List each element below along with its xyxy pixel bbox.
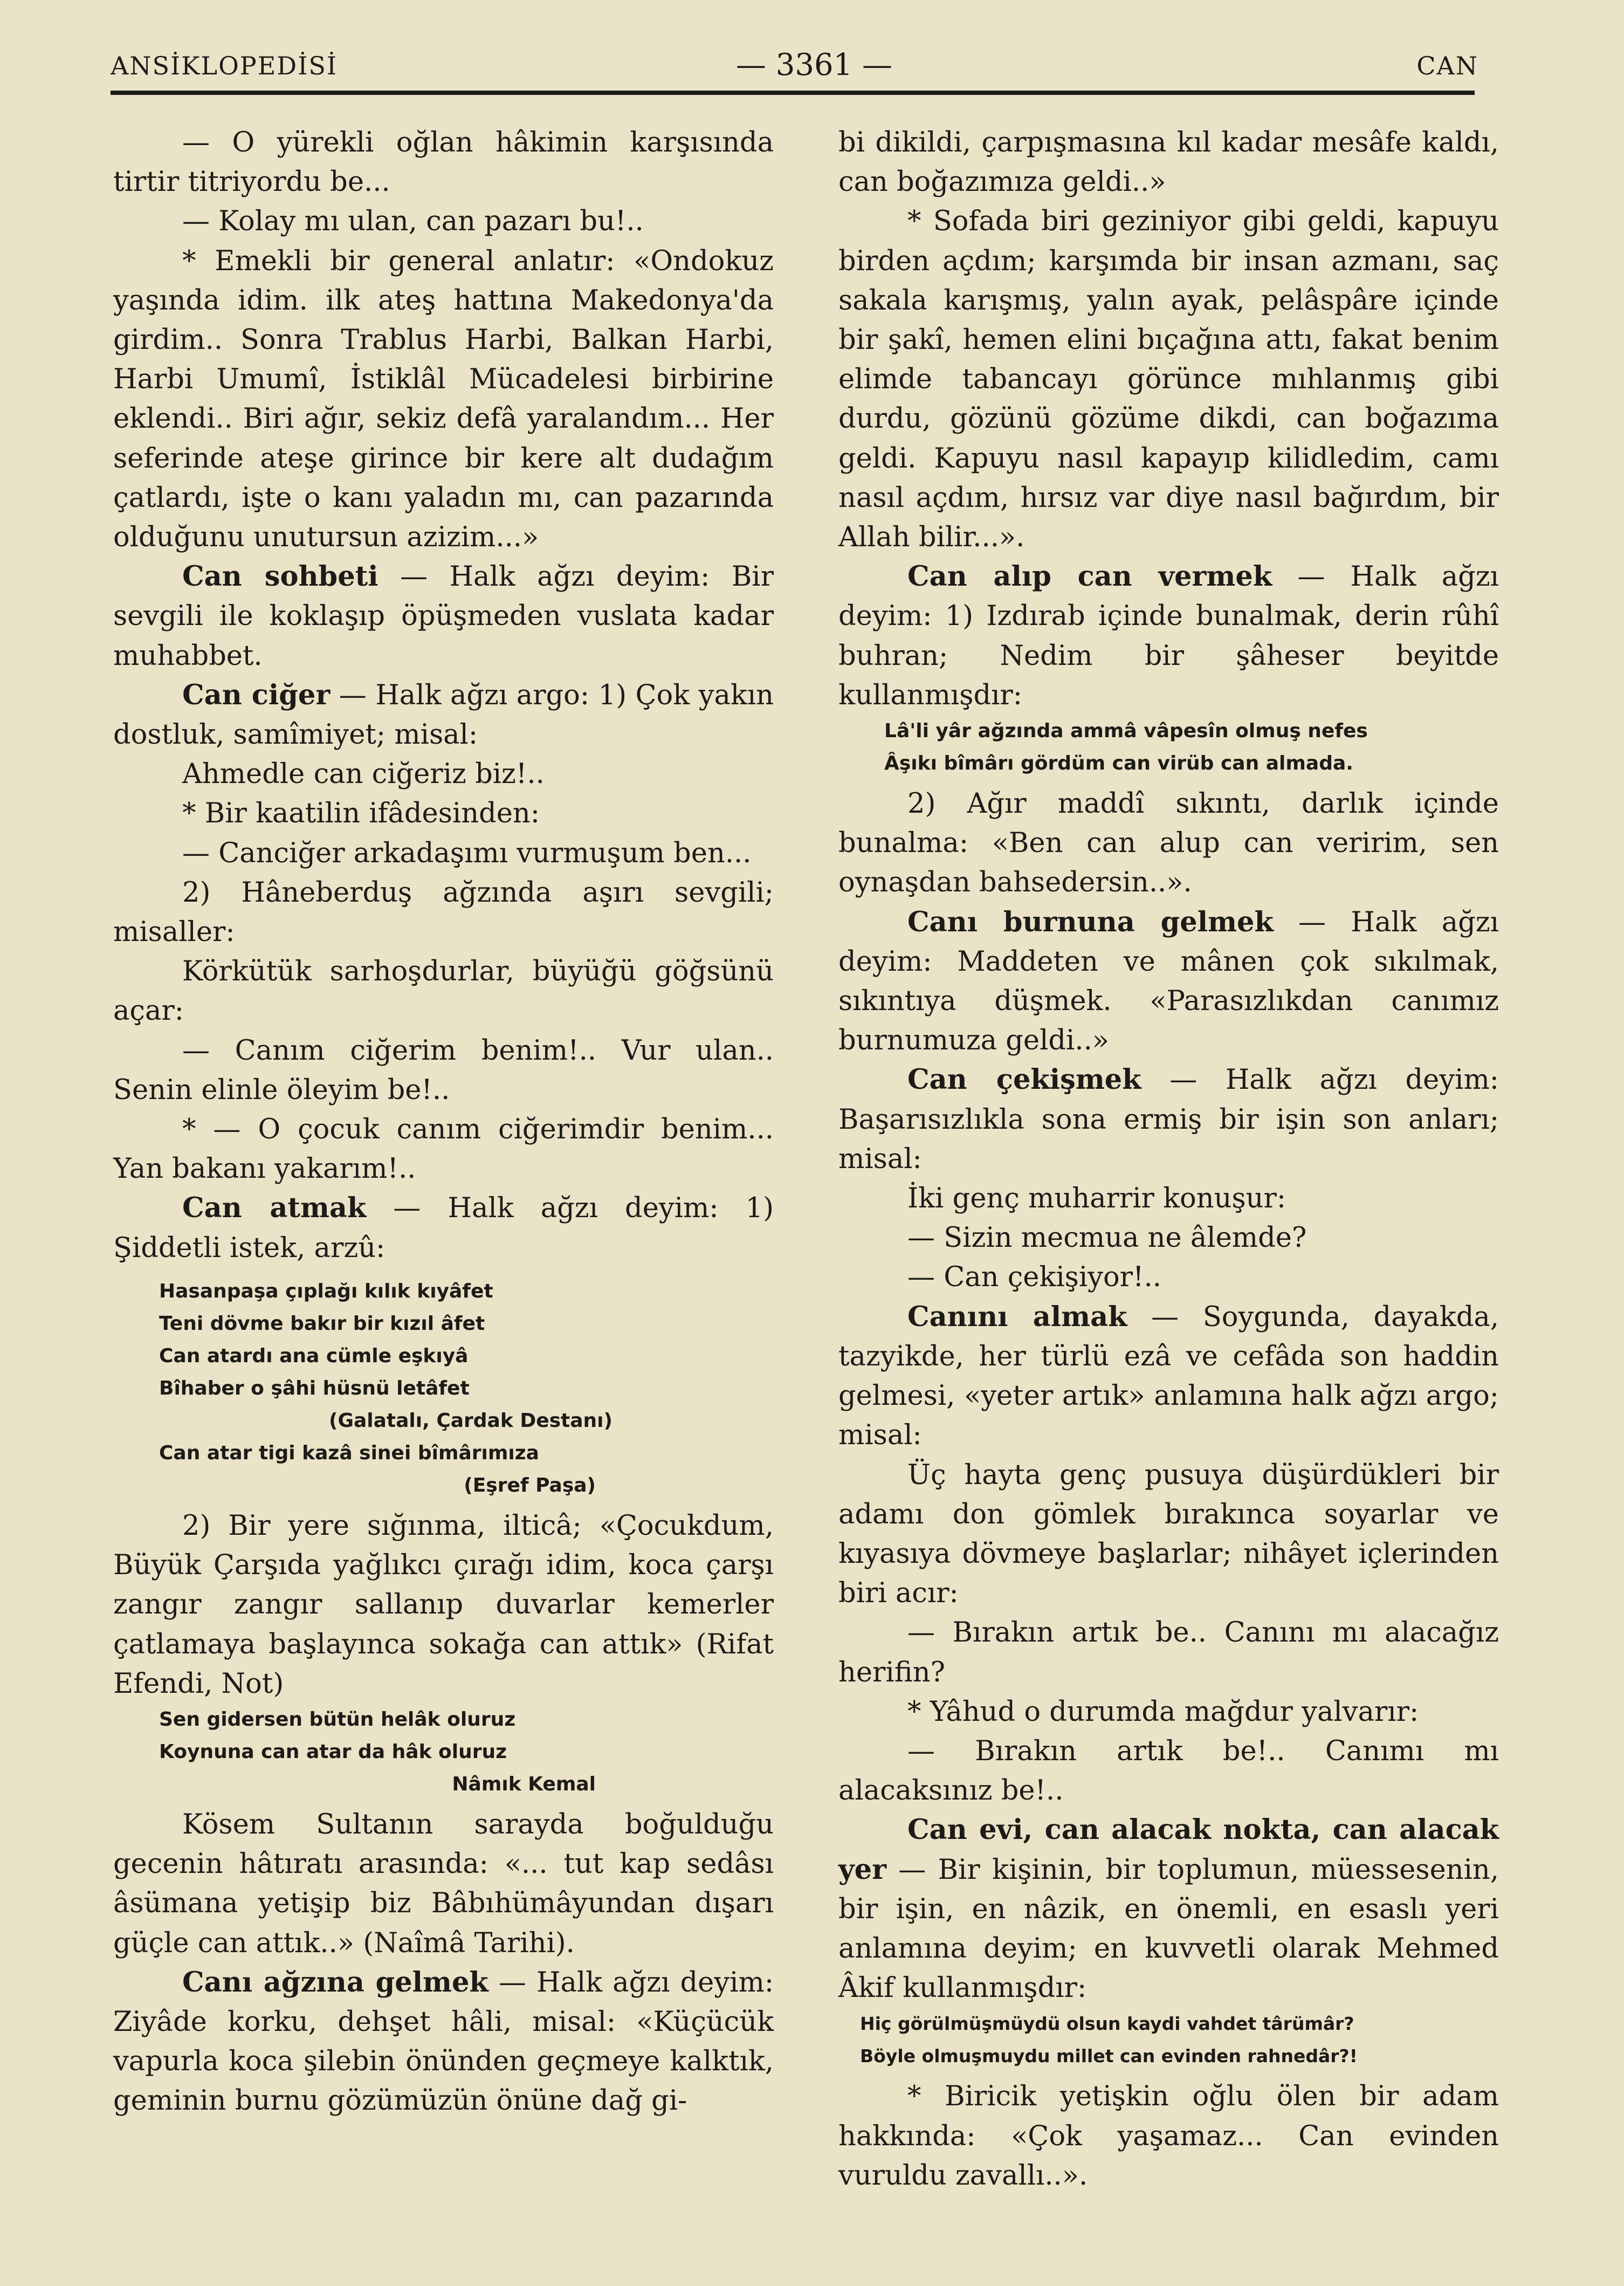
paragraph: — Bırakın artık be.. Canını mı alacağız herifin?	[838, 1617, 1499, 1688]
spacer	[838, 780, 1499, 784]
dictionary-entry	[838, 1298, 1499, 1456]
paragraph: İki genç muharrir konuşur:	[907, 1183, 1286, 1215]
spacer	[113, 1502, 774, 1506]
paragraph: — Bırakın artık be!.. Canımı mı alacaksınız be!..	[838, 1735, 1499, 1807]
entry-definition: — Halk ağzı deyim: Ziyâde korku, dehşet hâli, misal: «Küçücük vapurla koca şilebin önünden geçmeye kalktık, geminin burnu gözümüzün önüne dağ gi-	[113, 1966, 774, 2117]
verse-source: (Galatalı, Çardak Destanı)	[329, 1409, 613, 1432]
paragraph: — Can çekişiyor!..	[907, 1261, 1161, 1294]
dictionary-entry	[838, 557, 1499, 715]
paragraph: — Kolay mı ulan, can pazarı bu!..	[182, 205, 644, 238]
entry-term: Canı burnuna gelmek	[907, 905, 1274, 938]
verse-line: Sen gidersen bütün helâk oluruz	[159, 1708, 516, 1731]
header-rule	[111, 91, 1475, 95]
paragraph: * Sofada biri geziniyor gibi geldi, kapuyu birden açdım; karşımda bir insan azmanı, saç sakala karışmış, yalın ayak, pelâspâre içinde bir şakî, hemen elini bıçağına attı, fakat benim elimde tabancayı görünce mıhlanmış gibi durdu, gözünü gözüme dikdi, can boğazıma geldi. Kapuyu nasıl kapayıp kilidledim, camı nasıl açdım, hırsız var diye nasıl bağırdım, bir Allah bilir...».	[838, 205, 1499, 554]
entry-term: Canı ağzına gelmek	[182, 1966, 488, 1999]
verse-line: Hasanpaşa çıplağı kılık kıyâfet	[159, 1280, 493, 1302]
spacer	[838, 2072, 1499, 2077]
dictionary-entry	[838, 1060, 1499, 1179]
right-column	[838, 123, 1499, 2195]
dictionary-entry	[838, 903, 1499, 1061]
entry-definition: — Halk ağzı deyim: Bir sevgili ile koklaşıp öpüşmeden vuslata kadar muhabbet.	[113, 561, 774, 672]
paragraph: 2) Hâneberduş ağzında aşırı sevgili; misaller:	[113, 876, 774, 949]
paragraph: 2) Ağır maddî sıkıntı, darlık içinde bunalma: «Ben can alup can veririm, sen oynaşdan bahsedersin..».	[838, 788, 1499, 899]
entry-definition: — Halk ağzı deyim: 1) Izdırab içinde bunalmak, derin rûhî buhran; Nedim bir şâheser beyitde kullanmışdır:	[838, 561, 1499, 711]
paragraph: * Yâhud o durumda mağdur yalvarır:	[907, 1695, 1419, 1728]
running-header-entry: CAN	[1416, 51, 1478, 80]
paragraph: * Emekli bir general anlatır: «Ondokuz yaşında idim. ilk ateş hattına Makedonya'da girdim.. Sonra Trablus Harbi, Balkan Harbi, Harbi Umumî, İstiklâl Mücadelesi birbirine eklendi.. Biri ağır, sekiz defâ yaralandım... Her seferinde ateşe girince bir kere alt dudağım çatlardı, işte o kanı yaladın mı, can pazarında olduğunu unutursun azizim...»	[113, 245, 774, 554]
entry-term: Can ciğer	[182, 678, 331, 711]
dictionary-entry	[113, 1189, 774, 1267]
paragraph: 2) Bir yere sığınma, ilticâ; «Çocukdum, Büyük Çarşıda yağlıkcı çırağı idim, koca çarşı zangır zangır sallanıp duvarlar kemerler çatlamaya başlayınca sokağa can attık» (Rifat Efendi, Not)	[113, 1509, 774, 1700]
verse-source: (Eşref Paşa)	[464, 1474, 596, 1496]
entry-definition: — Halk ağzı deyim: Başarısızlıkla sona ermiş bir işin son anları; misal:	[838, 1064, 1499, 1175]
entry-term: Can atmak	[182, 1192, 367, 1225]
spacer	[113, 1268, 774, 1275]
paragraph: Üç hayta genç pusuya düşürdükleri bir adamı don gömlek bırakınca soyarlar ve kıyasıya dövmeye başlarlar; nihâyet içlerinden biri acır:	[838, 1459, 1499, 1610]
paragraph: Ahmedle can ciğeriz biz!..	[182, 758, 545, 791]
paragraph: — Canım ciğerim benim!.. Vur ulan.. Senin elinle öleyim be!..	[113, 1034, 774, 1106]
entry-term: Can çekişmek	[907, 1063, 1141, 1096]
running-header-title: ANSİKLOPEDİSİ	[111, 51, 338, 80]
spacer	[113, 1801, 774, 1805]
dictionary-entry	[113, 557, 774, 676]
paragraph: bi dikildi, çarpışmasına kıl kadar mesâfe kaldı, can boğazımıza geldi..»	[838, 127, 1499, 198]
verse-line: Teni dövme bakır bir kızıl âfet	[159, 1312, 485, 1335]
verse-line: Lâ'li yâr ağzında ammâ vâpesîn olmuş nefes	[884, 720, 1368, 743]
page-number: — 3361 —	[735, 47, 893, 83]
entry-definition: — Halk ağzı argo: 1) Çok yakın dostluk, samîmiyet; misal:	[113, 679, 774, 751]
verse-line: Hiç görülmüşmüydü olsun kaydi vahdet târümâr?	[860, 2013, 1354, 2035]
verse-line: Böyle olmuşmuydu millet can evinden rahnedâr?!	[860, 2045, 1358, 2067]
paragraph: Körkütük sarhoşdurlar, büyüğü göğsünü açar:	[113, 956, 774, 1027]
verse-line: Can atar tigi kazâ sinei bîmârımıza	[159, 1441, 539, 1464]
dictionary-entry	[113, 1963, 774, 2121]
paragraph: * — O çocuk canım ciğerimdir benim... Yan bakanı yakarım!..	[113, 1114, 774, 1185]
paragraph: Kösem Sultanın sarayda boğulduğu gecenin hâtıratı arasında: «... tut kap sedâsı âsümana yetişip biz Bâbıhümâyundan dışarı güçle can attık..» (Naîmâ Tarihi).	[113, 1808, 774, 1959]
dictionary-entry	[838, 1810, 1499, 2008]
paragraph: — Canciğer arkadaşımı vurmuşum ben...	[182, 837, 752, 869]
entry-term: Can sohbeti	[182, 560, 379, 593]
dictionary-entry	[113, 676, 774, 754]
entry-definition: — Halk ağzı deyim: Maddeten ve mânen çok sıkılmak, sıkıntıya düşmek. «Parasızlıkdan canımız burnumuza geldi..»	[838, 906, 1499, 1057]
entry-definition: — Bir kişinin, bir toplumun, müessesenin, bir işin, en nâzik, en önemli, en esaslı yeri anlamına deyim; en kuvvetli olarak Mehmed Âkif kullanmışdır:	[838, 1853, 1499, 2004]
entry-term: Can evi, can alacak nokta, can alacak yer	[838, 1814, 1499, 1886]
paragraph: — O yürekli oğlan hâkimin karşısında tirtir titriyordu be...	[113, 127, 774, 198]
entry-definition: — Halk ağzı deyim: 1) Şiddetli istek, arzû:	[113, 1192, 774, 1264]
entry-term: Canını almak	[907, 1300, 1127, 1333]
verse-source: Nâmık Kemal	[452, 1773, 596, 1795]
verse-line: Âşıkı bîmârı gördüm can virüb can almada.	[884, 752, 1353, 775]
paragraph: * Bir kaatilin ifâdesinden:	[182, 798, 540, 830]
verse-line: Koynuna can atar da hâk oluruz	[159, 1740, 507, 1763]
left-column	[113, 123, 774, 2121]
verse-line: Bîhaber o şâhi hüsnü letâfet	[159, 1377, 470, 1399]
paragraph: * Biricik yetişkin oğlu ölen bir adam hakkında: «Çok yaşamaz... Can evinden vuruldu zavallı..».	[838, 2081, 1499, 2192]
entry-term: Can alıp can vermek	[907, 560, 1272, 593]
entry-definition: — Soygunda, dayakda, tazyikde, her türlü ezâ ve cefâda son haddin gelmesi, «yeter artık» anlamına halk ağzı argo; misal:	[838, 1301, 1499, 1452]
paragraph: — Sizin mecmua ne âlemde?	[907, 1222, 1307, 1254]
verse-line: Can atardı ana cümle eşkıyâ	[159, 1344, 469, 1367]
